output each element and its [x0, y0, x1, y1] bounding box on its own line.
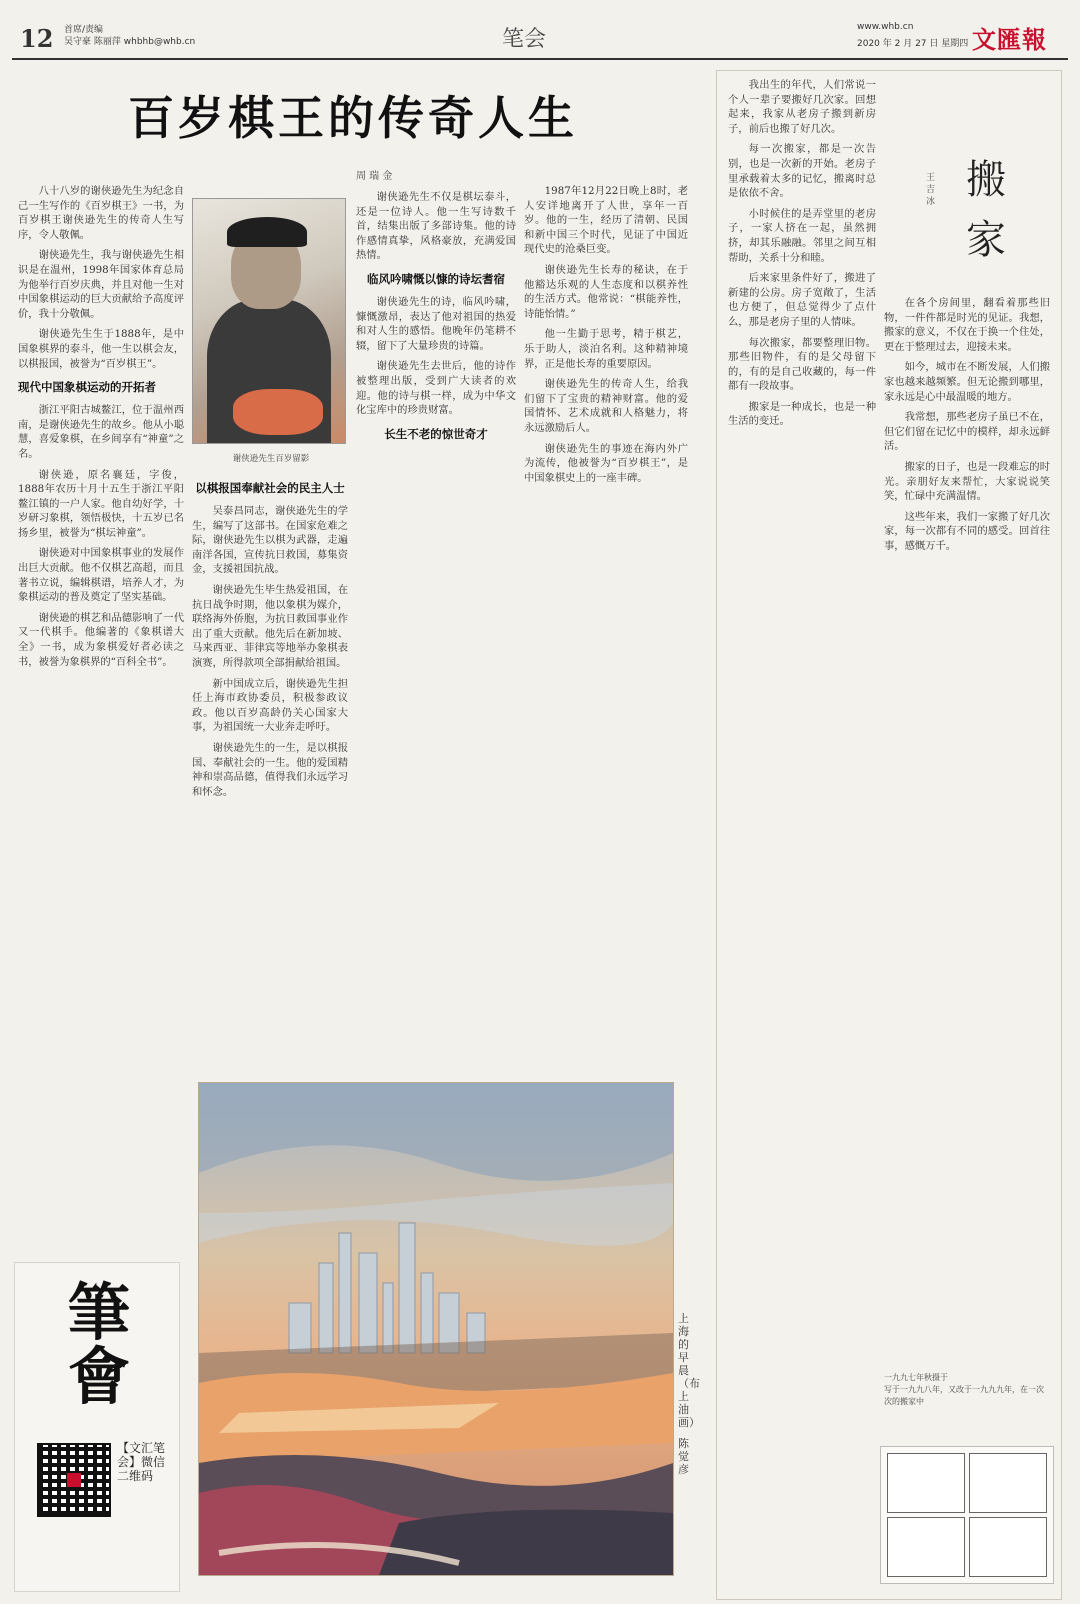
paragraph: 浙江平阳古城鳌江，位于温州西南，是谢侠逊先生的故乡。他从小聪慧，喜爱象棋，在乡间享有“神童”之名。 [18, 404, 184, 460]
paragraph: 每次搬家，都要整理旧物。那些旧物件，有的是父母留下的，有的是自己收藏的，每一件都有一段故事。 [728, 336, 876, 393]
paragraph: 谢侠逊先生的事迹在海内外广为流传，他被誉为“百岁棋王”，是中国象棋史上的一座丰碑。 [524, 442, 688, 484]
paragraph: 他一生勤于思考，精于棋艺，乐于助人，淡泊名利。这种精神境界，正是他长寿的重要原因。 [524, 328, 688, 370]
footnote-line: 写于一九九八年，又改于一九九九年，在一次次的搬家中 [884, 1385, 1044, 1406]
calligraphy-logo: 筆會 [67, 1276, 130, 1413]
paragraph: 我常想，那些老房子虽已不在，但它们留在记忆中的模样，却永远鲜活。 [884, 411, 1050, 453]
paragraph: 谢侠逊先生的一生，是以棋报国、奉献社会的一生。他的爱国精神和崇高品德，值得我们永远学习和怀念。 [192, 741, 348, 798]
footnote-line: 一九九七年秋摄于 [884, 1373, 948, 1382]
paragraph: 搬家的日子，也是一段难忘的时光。亲朋好友来帮忙，大家说说笑笑，忙碌中充满温情。 [884, 460, 1050, 503]
paragraph: 在各个房间里，翻看着那些旧物，一件件都是时光的见证。我想，搬家的意义，不仅在于换一个住处，更在于整理过去，迎接未来。 [884, 297, 1050, 353]
paragraph: 谢侠逊，原名襄廷，字俊，1888年农历十月十五生于浙江平阳鳌江镇的一户人家。他自幼好学，十岁研习象棋，领悟极快，十五岁已名扬乡里，被誉为“棋坛神童”。 [18, 468, 184, 539]
weixin-label: 【文汇笔会】微信二维码 [117, 1441, 166, 1483]
paragraph: 小时候住的是弄堂里的老房子，一家人挤在一起，虽然拥挤，却其乐融融。邻里之间互相帮助，关系十分和睦。 [728, 207, 876, 264]
paragraph: 每一次搬家，都是一次告别，也是一次新的开始。老房子里承载着太多的记忆，搬离时总是依依不舍。 [728, 143, 876, 200]
essay-footnote [884, 1372, 1044, 1408]
article-column-2b [356, 190, 516, 1070]
paragraph: 谢侠逊先生长寿的秘诀，在于他豁达乐观的人生态度和以棋养性的生活方式。他常说：“棋能养性，诗能怡情。” [524, 263, 688, 320]
editor-credit [64, 24, 195, 48]
subhead-patriot: 以棋报国奉献社会的民主人士 [195, 481, 345, 495]
subhead-longevity: 长生不老的惊世奇才 [384, 426, 488, 441]
issue-date: 2020 年 2 月 27 日 星期四 [857, 39, 969, 49]
paragraph: 谢侠逊对中国象棋事业的发展作出巨大贡献。他不仅棋艺高超，而且著书立说，编辑棋谱，培养人才，为象棋运动的普及奠定了坚实基础。 [18, 547, 184, 604]
essay-column-2 [884, 296, 1050, 1366]
subhead-poet: 临风吟啸慨以慷的诗坛耆宿 [367, 271, 505, 286]
editor-names: 吴守豪 陈丽萍 [64, 37, 121, 47]
paragraph: 新中国成立后，谢侠逊先生担任上海市政协委员，积极参政议政。他以百岁高龄仍关心国家大事，为祖国统一大业奔走呼吁。 [192, 677, 348, 734]
editor-line2 [64, 36, 195, 48]
paragraph: 我出生的年代，人们常说一个人一辈子要搬好几次家。回想起来，我家从老房子搬到新房子，前后也搬了好几次。 [728, 79, 876, 135]
paragraph: 谢侠逊先生的传奇人生，给我们留下了宝贵的精神财富。他的爱国情怀、艺术成就和人格魅力，将永远激励后人。 [524, 378, 688, 434]
article-byline: 周 瑞 金 [356, 171, 393, 182]
site-url[interactable]: www.whb.cn [857, 22, 914, 32]
painting-artist: 陈 觉 彦 [678, 1437, 689, 1476]
masthead-logo: 文匯報 [972, 25, 1047, 54]
paragraph: 后来家里条件好了，搬进了新建的公房。房子宽敞了，生活也方便了，但总觉得少了点什么，那是老房子里的人情味。 [728, 272, 876, 328]
paragraph: 谢侠逊先生，我与谢侠逊先生相识是在温州，1998年国家体育总局为他举行百岁庆典，并且对他一生对中国象棋运动的巨大贡献给予高度评价，我十分敬佩。 [18, 249, 184, 320]
page-header [12, 18, 1068, 60]
paragraph: 谢侠逊先生不仅是棋坛泰斗，还是一位诗人。他一生写诗数千首，结集出版了多部诗集。他的诗作感情真挚，风格豪放，充满爱国热情。 [356, 191, 516, 262]
paragraph: 谢侠逊先生的诗，临风吟啸，慷慨激昂，表达了他对祖国的热爱和对人生的感悟。他晚年仍笔耕不辍，留下了大量珍贵的诗篇。 [356, 295, 516, 352]
comic-illustration [880, 1446, 1054, 1584]
paragraph: 谢侠逊先生去世后，他的诗作被整理出版，受到广大读者的欢迎。他的诗与棋一样，成为中华文化宝库中的珍贵财富。 [356, 360, 516, 417]
article-column-1 [18, 184, 184, 1246]
painting-caption [678, 1312, 700, 1476]
column-logo-box [14, 1262, 180, 1592]
paragraph: 这些年来，我们一家搬了好几次家，每一次都有不同的感受。回首往事，感慨万千。 [884, 510, 1050, 552]
paragraph: 谢侠逊先生毕生热爱祖国，在抗日战争时期，他以象棋为媒介，联络海外侨胞，为抗日救国事业作出了重大贡献。他先后在新加坡、马来西亚、菲律宾等地举办象棋表演赛，所得款项全部捐献给祖国。 [192, 583, 348, 669]
essay-column-1 [728, 78, 876, 1578]
article-column-2 [192, 472, 348, 1066]
portrait-photo [192, 198, 346, 444]
paragraph: 谢侠逊先生生于1888年，是中国象棋界的泰斗，他一生以棋会友，以棋报国，被誉为“百岁棋王”。 [18, 328, 184, 370]
photo-caption: 谢侠逊先生百岁留影 [232, 454, 310, 464]
painting-title: 上海的早晨（布上油画） [678, 1312, 700, 1429]
paragraph: 谢侠逊的棋艺和品德影响了一代又一代棋手。他编著的《象棋谱大全》一书，成为象棋爱好者必读之书，被誉为象棋界的“百科全书”。 [18, 611, 184, 668]
painting-svg [199, 1083, 673, 1575]
paragraph: 搬家是一种成长，也是一种生活的变迁。 [728, 400, 876, 428]
qr-code-icon[interactable] [37, 1443, 111, 1517]
essay-title: 搬家 [966, 157, 1006, 263]
article-headline: 百岁棋王的传奇人生 [128, 91, 578, 145]
paragraph: 八十八岁的谢侠逊先生为纪念自己一生写作的《百岁棋王》一书，为百岁棋王谢侠逊先生的传奇人生写序，令人敬佩。 [18, 185, 184, 241]
editor-line1: 首席/责编 [64, 25, 104, 35]
paragraph: 吴泰昌同志，谢侠逊先生的学生，编写了这部书。在国家危难之际，谢侠逊先生以棋为武器，走遍南洋各国，宣传抗日救国，募集资金，支援祖国抗战。 [192, 505, 348, 576]
article-column-3 [524, 184, 688, 1070]
section-title: 笔会 [502, 27, 547, 52]
oil-painting [198, 1082, 674, 1576]
essay-author: 王 吉 冰 [926, 173, 936, 207]
paragraph: 如今，城市在不断发展，人们搬家也越来越频繁。但无论搬到哪里，家永远是心中最温暖的地方。 [884, 361, 1050, 403]
page-number: 12 [20, 24, 54, 53]
paragraph: 1987年12月22日晚上8时，老人安详地离开了人世，享年一百岁。他的一生，经历了清朝、民国和新中国三个时代，见证了中国近现代史的沧桑巨变。 [524, 185, 688, 256]
editor-email[interactable]: whbhb@whb.cn [123, 37, 196, 47]
subhead-pioneer: 现代中国象棋运动的开拓者 [18, 380, 156, 395]
